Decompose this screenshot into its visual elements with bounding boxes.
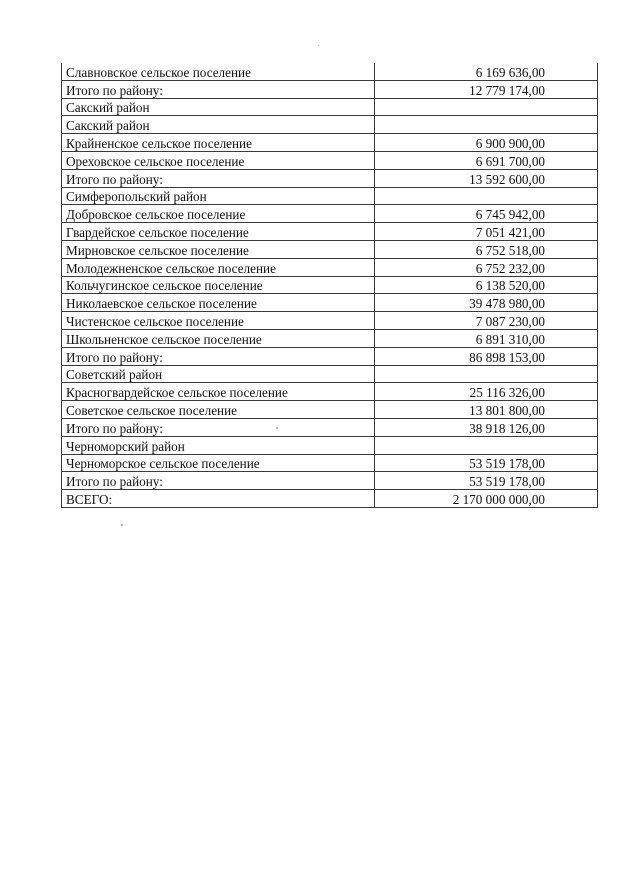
row-amount: 2 170 000 000,00 (375, 490, 598, 508)
row-amount: 6 691 700,00 (375, 151, 598, 169)
total-row (62, 418, 598, 436)
row-name: Итого по району: (62, 169, 375, 187)
row-name: Итого по району: (62, 80, 375, 98)
row-amount: 6 752 518,00 (375, 240, 598, 258)
row-name: Николаевское сельское поселение (62, 294, 375, 312)
table-row (62, 383, 598, 401)
row-amount: 13 801 800,00 (375, 401, 598, 419)
scan-speck (121, 524, 123, 526)
budget-table (61, 63, 598, 508)
row-amount: 6 138 520,00 (375, 276, 598, 294)
total-row (62, 347, 598, 365)
row-name: Кольчугинское сельское поселение (62, 276, 375, 294)
row-name: Советское сельское поселение (62, 401, 375, 419)
row-name: Итого по району: (62, 472, 375, 490)
row-name: Крайненское сельское поселение (62, 134, 375, 152)
row-name: Симферопольский район (62, 187, 375, 205)
row-name: Сакский район (62, 98, 375, 116)
row-name: Сакский район (62, 116, 375, 134)
row-amount: 6 752 232,00 (375, 258, 598, 276)
row-name: Итого по району: (62, 418, 375, 436)
row-name: Итого по району: (62, 347, 375, 365)
row-amount: 38 918 126,00 (375, 418, 598, 436)
row-name: Ореховское сельское поселение (62, 151, 375, 169)
row-amount (375, 98, 598, 116)
row-name: Чистенское сельское поселение (62, 312, 375, 330)
district-header-row (62, 98, 598, 116)
row-amount: 6 169 636,00 (375, 63, 598, 80)
table-row (62, 240, 598, 258)
district-header-row (62, 116, 598, 134)
table-row (62, 454, 598, 472)
total-row (62, 472, 598, 490)
row-amount: 53 519 178,00 (375, 454, 598, 472)
table-row (62, 151, 598, 169)
table-row (62, 329, 598, 347)
grand-total-row (62, 490, 598, 508)
scan-speck (318, 45, 319, 46)
row-amount: 6 900 900,00 (375, 134, 598, 152)
row-name: Мирновское сельское поселение (62, 240, 375, 258)
row-amount (375, 116, 598, 134)
row-amount (375, 436, 598, 454)
row-amount: 39 478 980,00 (375, 294, 598, 312)
row-amount: 13 592 600,00 (375, 169, 598, 187)
table-row (62, 134, 598, 152)
row-name: Черноморский район (62, 436, 375, 454)
budget-table-body (62, 63, 598, 507)
row-amount: 7 087 230,00 (375, 312, 598, 330)
table-row (62, 258, 598, 276)
table-row (62, 223, 598, 241)
row-name: Добровское сельское поселение (62, 205, 375, 223)
row-amount: 86 898 153,00 (375, 347, 598, 365)
table-row (62, 312, 598, 330)
row-amount (375, 187, 598, 205)
table-row (62, 63, 598, 80)
row-name: Славновское сельское поселение (62, 63, 375, 80)
total-row (62, 80, 598, 98)
row-amount: 53 519 178,00 (375, 472, 598, 490)
table-row (62, 294, 598, 312)
row-name: Гвардейское сельское поселение (62, 223, 375, 241)
row-name: Молодежненское сельское поселение (62, 258, 375, 276)
row-amount: 6 745 942,00 (375, 205, 598, 223)
row-name: Черноморское сельское поселение (62, 454, 375, 472)
row-amount (375, 365, 598, 383)
row-amount: 12 779 174,00 (375, 80, 598, 98)
district-header-row (62, 436, 598, 454)
total-row (62, 169, 598, 187)
row-name: Школьненское сельское поселение (62, 329, 375, 347)
district-header-row (62, 187, 598, 205)
row-amount: 6 891 310,00 (375, 329, 598, 347)
row-name: Красногвардейское сельское поселение (62, 383, 375, 401)
row-amount: 7 051 421,00 (375, 223, 598, 241)
row-amount: 25 116 326,00 (375, 383, 598, 401)
row-name: Советский район (62, 365, 375, 383)
table-row (62, 401, 598, 419)
row-name: ВСЕГО: (62, 490, 375, 508)
table-row (62, 205, 598, 223)
table-row (62, 276, 598, 294)
scan-speck (276, 427, 278, 429)
district-header-row (62, 365, 598, 383)
